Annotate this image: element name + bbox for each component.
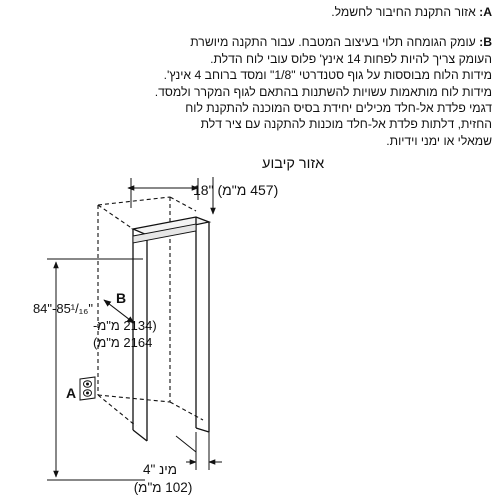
width-dimension [128, 178, 198, 208]
mounting-zone-label: אזור קיבוע [262, 156, 325, 172]
note-b-line: דגמי פלדת אל-חלד מכילים יחידת בסיס המוכנה להתקנת לוח [185, 101, 492, 116]
height-label-range-end: 2164 מ"מ) [93, 335, 153, 350]
note-a-text: אזור התקנת החיבור לחשמל. [331, 5, 476, 19]
note-b-line: החזית, דלתות פלדת אל-חלד מוכנות להתקנה עם ציר דלת [200, 117, 492, 132]
note-b: B: עומק הגומחה תלוי בעיצוב המטבח. עבור התקנה מיושרת העומק צריך להיות לפחות 14 אינץ' פלוס עובי לוח הדלת. מידות הלוח מבוססות על גוף סטנדרטי "1/8" ומסד ברוחב 4 אינץ'. מידות לוח מותאמות עשויות להשתנות בהתאם לגוף המקרר ולמסד. דגמי פלדת אל-חלד מכילים יחידת בסיס המוכנה להתקנת לוח החזית, דלתות פלדת אל-חלד מוכנות להתקנה עם ציר דלת שמאלי או ימני וידיות. [10, 34, 492, 149]
note-b-line: מידות לוח מותאמות עשויות להשתנות בהתאם לגוף המקרר ולמסד. [154, 84, 492, 99]
electrical-outlet-icon [80, 377, 95, 400]
note-b-line: העומק צריך להיות לפחות 14 אינץ' פלוס עובי לוח הדלת. [210, 51, 492, 66]
height-label-primary: 84"-85¹/₁₆" [32, 301, 93, 316]
note-a-letter: A [483, 5, 492, 19]
note-b-letter: B [483, 35, 492, 50]
note-b-line: שמאלי או ימני וידיות. [386, 133, 492, 148]
height-dimension [47, 259, 145, 480]
outlet-marker-a: A [66, 385, 77, 401]
width-label: (457 מ"מ) "18 [193, 182, 279, 198]
note-b-line: עומק הגומחה תלוי בעיצוב המטבח. עבור התקנה מיושרת [190, 35, 476, 50]
note-a: A: אזור התקנת החיבור לחשמל. [331, 5, 492, 19]
height-label-range-start: (2134 מ"מ- [93, 318, 157, 333]
depth-marker-b: B [116, 290, 127, 306]
min-depth-metric-label: (102 מ"מ) [133, 480, 193, 495]
min-depth-label: מינ "4 [142, 462, 178, 477]
min-depth-dimension [176, 432, 222, 470]
note-b-line: מידות הלוח מבוססות על גוף סטנדרטי "1/8" ומסד ברוחב 4 אינץ'. [163, 68, 492, 83]
